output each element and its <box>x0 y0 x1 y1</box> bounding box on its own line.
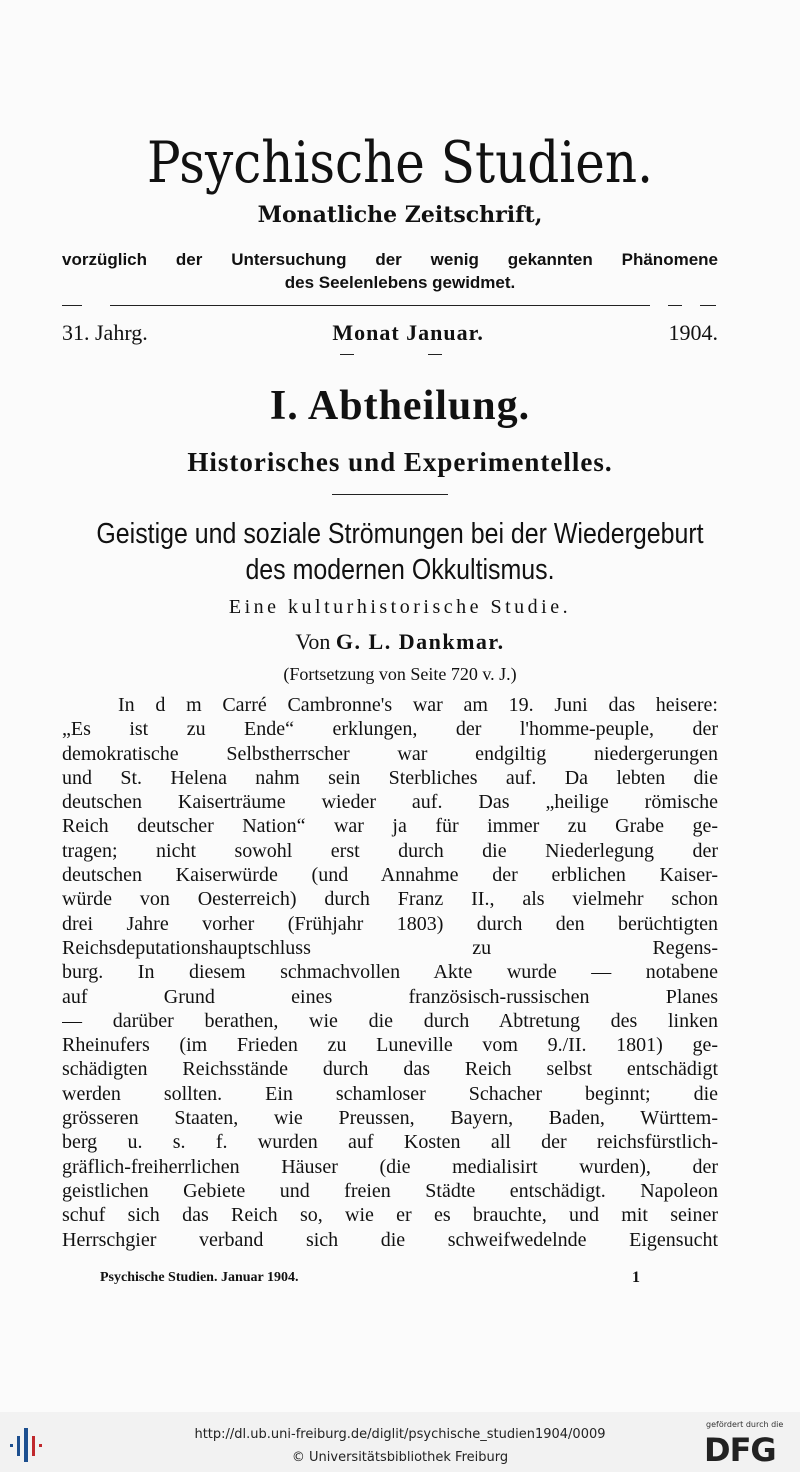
dfg-logo: DFG <box>704 1431 776 1469</box>
body-line: demokratische Selbstherrscher war endgiltig niedergerungen <box>62 742 718 765</box>
body-line: auf Grund eines französisch-russischen Planes <box>62 985 718 1008</box>
section-subtitle: Historisches und Experimentelles. <box>187 447 613 477</box>
issue-line <box>62 318 718 348</box>
journal-tagline-line2: des Seelenlebens gewidmet. <box>284 273 516 292</box>
body-line: „Es ist zu Ende“ erklungen, der l'homme-peuple, der <box>62 718 718 741</box>
issue-year: 1904. <box>668 320 718 345</box>
article-subtitle: Eine kulturhistorische Studie. <box>228 596 572 618</box>
body-line: Herrschgier verband sich die schweifwedelnde Eigensucht <box>62 1228 718 1251</box>
journal-title: Psychische Studien. <box>147 129 653 196</box>
body-line: — darüber berathen, wie die durch Abtretung des linken <box>62 1009 718 1032</box>
issue-dash-left <box>340 354 354 355</box>
header-rule <box>110 305 650 306</box>
body-line: und St. Helena nahm sein Sterbliches auf. Da lebten die <box>62 766 718 789</box>
body-line: schädigten Reichsstände durch das Reich selbst entschädigt <box>62 1058 718 1081</box>
copyright-notice: © Universitätsbibliothek Freiburg <box>291 1450 509 1465</box>
header-rule-left-dash <box>62 305 82 306</box>
header-rule-right-dash-2 <box>700 305 716 306</box>
journal-tagline-line1: vorzüglich der Untersuchung der wenig gekannten Phänomene <box>62 250 718 269</box>
article-body <box>62 693 718 1252</box>
article-title-line2: des modernen Okkultismus. <box>245 554 555 586</box>
body-line: In d m Carré Cambronne's war am 19. Juni das heisere: <box>118 694 718 716</box>
body-line: deutschen Kaiserträume wieder auf. Das „heilige römische <box>62 791 718 814</box>
body-line: berg u. s. f. wurden auf Kosten all der reichsfürstlich- <box>62 1131 718 1154</box>
article-title <box>56 516 744 588</box>
body-line: tragen; nicht sowohl erst durch die Niederlegung der <box>62 839 718 862</box>
header-rule-right-dash <box>668 305 682 306</box>
source-url-link[interactable]: http://dl.ub.uni-freiburg.de/diglit/psychische_studien1904/0009 <box>194 1427 606 1442</box>
section-title: I. Abtheilung. <box>269 383 531 429</box>
body-line: schuf sich das Reich so, wie er es brauchte, und mit seiner <box>62 1204 718 1227</box>
funding-note: gefördert durch die <box>706 1420 784 1429</box>
issue-month: Monat Januar. <box>332 320 484 345</box>
journal-subtitle: Monatliche Zeitschrift, <box>257 202 543 228</box>
body-line: würde von Oesterreich) durch Franz II., als vielmehr schon <box>62 888 718 911</box>
body-line: Reichsdeputationshauptschluss zu Regens- <box>62 936 718 959</box>
body-line: gräflich-freiherrlichen Häuser (die medialisirt wurden), der <box>62 1155 718 1178</box>
volume-label: 31. Jahrg. <box>62 320 148 345</box>
byline <box>0 628 800 656</box>
body-line: Rheinufers (im Frieden zu Luneville vom 9./II. 1801) ge- <box>62 1034 718 1057</box>
body-line: drei Jahre vorher (Frühjahr 1803) durch den berüchtigten <box>62 912 718 935</box>
issue-dash-right <box>428 354 442 355</box>
byline-prefix: Von <box>295 629 331 654</box>
body-line: werden sollten. Ein schamloser Schacher beginnt; die <box>62 1082 718 1105</box>
running-footer <box>100 1268 640 1288</box>
body-line: deutschen Kaiserwürde (und Annahme der erblichen Kaiser- <box>62 864 718 887</box>
author-name: G. L. Dankmar. <box>335 629 505 654</box>
article-title-line1: Geistige und soziale Strömungen bei der Wiedergeburt <box>96 518 704 550</box>
running-footer-title: Psychische Studien. Januar 1904. <box>100 1270 299 1285</box>
section-rule <box>332 494 448 495</box>
page-number: 1 <box>632 1269 640 1286</box>
body-line: geistlichen Gebiete und freien Städte entschädigt. Napoleon <box>62 1179 718 1202</box>
body-line: Reich deutscher Nation“ war ja für immer zu Grabe ge- <box>62 815 718 838</box>
body-line: burg. In diesem schmachvollen Akte wurde — notabene <box>62 961 718 984</box>
body-line: grösseren Staaten, wie Preussen, Bayern, Baden, Württem- <box>62 1107 718 1130</box>
continuation-note: (Fortsetzung von Seite 720 v. J.) <box>283 664 517 684</box>
